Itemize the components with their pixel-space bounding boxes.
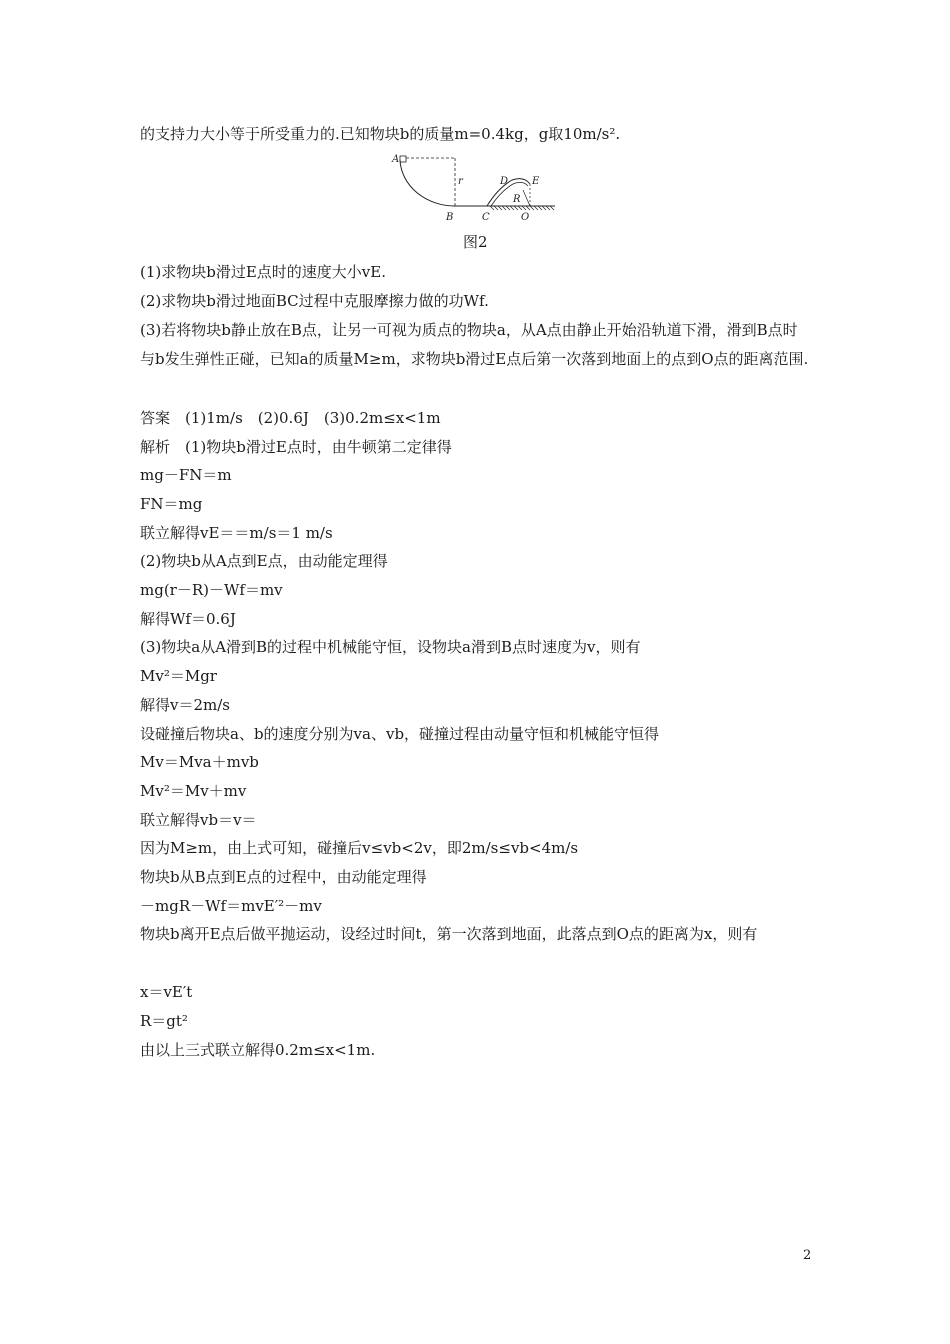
solution-line: mg－FN＝m <box>140 466 232 484</box>
question-2: (2)求物块b滑过地面BC过程中克服摩擦力做的功Wf. <box>140 292 489 310</box>
solution-line: 解得v＝2m/s <box>140 696 230 714</box>
intro-line: 的支持力大小等于所受重力的.已知物块b的质量m=0.4kg，g取10m/s². <box>140 125 621 143</box>
solution-line: 因为M≥m，由上式可知，碰撞后v≤vb<2v，即2m/s≤vb<4m/s <box>140 839 579 857</box>
quarter-circle-track <box>400 160 455 206</box>
solution-line: Mv²＝Mv＋mv <box>140 782 247 800</box>
label-B: B <box>446 212 454 223</box>
label-D: D <box>500 176 509 187</box>
answer-line: 答案 (1)1m/s (2)0.6J (3)0.2m≤x<1m <box>140 409 441 427</box>
solution-line: 物块b从B点到E点的过程中，由动能定理得 <box>140 868 427 886</box>
solution-line: －mgR－Wf＝mvE′²－mv <box>140 897 322 915</box>
solution-line: 解得Wf＝0.6J <box>140 610 236 628</box>
solution-line: 设碰撞后物块a、b的速度分别为va、vb，碰撞过程由动量守恒和机械能守恒得 <box>140 725 660 743</box>
solution-line: 解析 (1)物块b滑过E点时，由牛顿第二定律得 <box>140 438 452 456</box>
solution-line: 联立解得vb＝v＝ <box>140 811 257 829</box>
label-E: E <box>532 176 540 187</box>
label-R: R <box>513 194 521 205</box>
block-b <box>400 156 406 162</box>
solution-line: x＝vE′t <box>140 983 193 1001</box>
solution-line: (3)物块a从A滑到B的过程中机械能守恒，设物块a滑到B点时速度为v，则有 <box>140 638 641 656</box>
curved-ramp-inner <box>491 182 528 206</box>
solution-line: FN＝mg <box>140 495 203 513</box>
question-3: (3)若将物块b静止放在B点，让另一可视为质点的物块a，从A点由静止开始沿轨道下滑，滑到B点时与b发生弹性正碰，已知a的质量M≥m，求物块b滑过E点后第一次落到地面上的点到O点的距离范围. <box>140 321 809 368</box>
solution-line: (2)物块b从A点到E点，由动能定理得 <box>140 552 388 570</box>
figure-caption: 图2 <box>463 233 488 251</box>
label-r: r <box>458 176 463 187</box>
page-number: 2 <box>803 1248 812 1263</box>
figure-2-diagram <box>390 150 560 225</box>
label-O: O <box>521 212 530 223</box>
label-C: C <box>482 212 490 223</box>
solution-line: Mv＝Mva＋mvb <box>140 753 259 771</box>
solution-line: R＝gt² <box>140 1012 188 1030</box>
solution-line: 由以上三式联立解得0.2m≤x<1m. <box>140 1041 376 1059</box>
question-1: (1)求物块b滑过E点时的速度大小vE. <box>140 263 386 281</box>
solution-line: 联立解得vE＝＝m/s＝1 m/s <box>140 524 333 542</box>
radius-R-arrow <box>523 190 530 206</box>
label-A: A <box>392 154 400 165</box>
solution-line: 物块b离开E点后做平抛运动，设经过时间t，第一次落到地面，此落点到O点的距离为x，则有 <box>140 925 758 943</box>
solution-line: Mv²＝Mgr <box>140 667 217 685</box>
solution-line: mg(r－R)－Wf＝mv <box>140 581 283 599</box>
ground-hatch <box>490 206 554 210</box>
